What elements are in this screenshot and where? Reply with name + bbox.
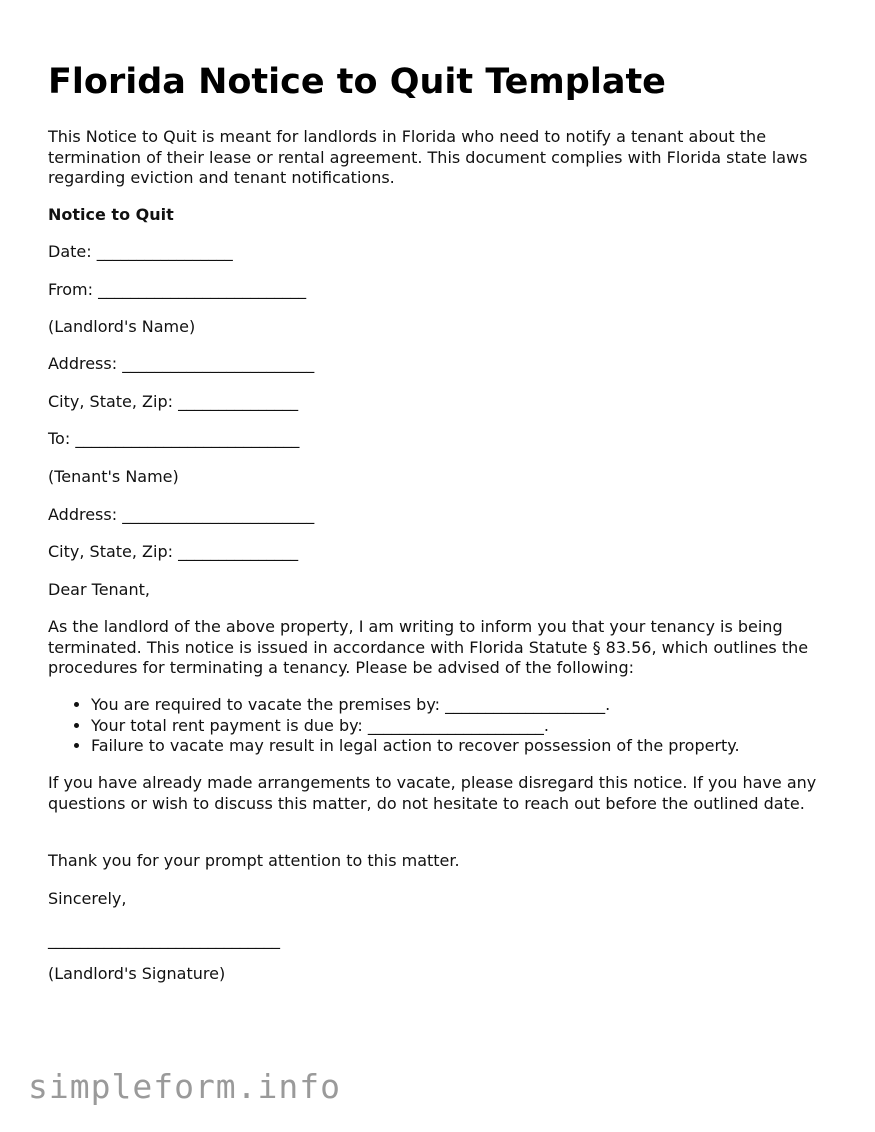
tenant-city-state-zip-field: City, State, Zip: _______________: [48, 542, 299, 561]
requirements-list: [48, 695, 740, 757]
intro-paragraph: This Notice to Quit is meant for landlords in Florida who need to notify a tenant about the termination of their lease or rental agreement. This document complies with Florida state laws regarding eviction and tenant notifications.: [48, 127, 808, 187]
sign-off: Sincerely,: [48, 889, 127, 908]
landlord-address-field: Address: ________________________: [48, 354, 315, 373]
salutation: Dear Tenant,: [48, 580, 150, 599]
watermark: simpleform.info: [28, 1067, 342, 1106]
notice-heading: Notice to Quit: [48, 205, 174, 224]
list-item: • You are required to vacate the premises by: ____________________.: [91, 695, 740, 716]
date-field: Date: _________________: [48, 242, 233, 261]
closing-paragraph: If you have already made arrangements to vacate, please disregard this notice. If you have any questions or wish to discuss this matter, do not hesitate to reach out before the outlined date.: [48, 773, 817, 813]
list-item: • Your total rent payment is due by: ______________________.: [91, 716, 740, 737]
body-paragraph: As the landlord of the above property, I am writing to inform you that your tenancy is being terminated. This notice is issued in accordance with Florida Statute § 83.56, which outlines the procedures for terminating a tenancy. Please be advised of the following:: [48, 617, 809, 677]
tenant-name-caption: (Tenant's Name): [48, 467, 179, 486]
landlord-name-caption: (Landlord's Name): [48, 317, 196, 336]
to-field: To: ____________________________: [48, 429, 300, 448]
landlord-city-state-zip-field: City, State, Zip: _______________: [48, 392, 299, 411]
from-field: From: __________________________: [48, 280, 307, 299]
tenant-address-field: Address: ________________________: [48, 505, 315, 524]
list-item: • Failure to vacate may result in legal action to recover possession of the property.: [91, 736, 740, 757]
thanks-line: Thank you for your prompt attention to this matter.: [48, 851, 460, 870]
signature-caption: (Landlord's Signature): [48, 964, 226, 983]
signature-line: _____________________________: [48, 930, 280, 949]
page-title: Florida Notice to Quit Template: [48, 62, 666, 102]
